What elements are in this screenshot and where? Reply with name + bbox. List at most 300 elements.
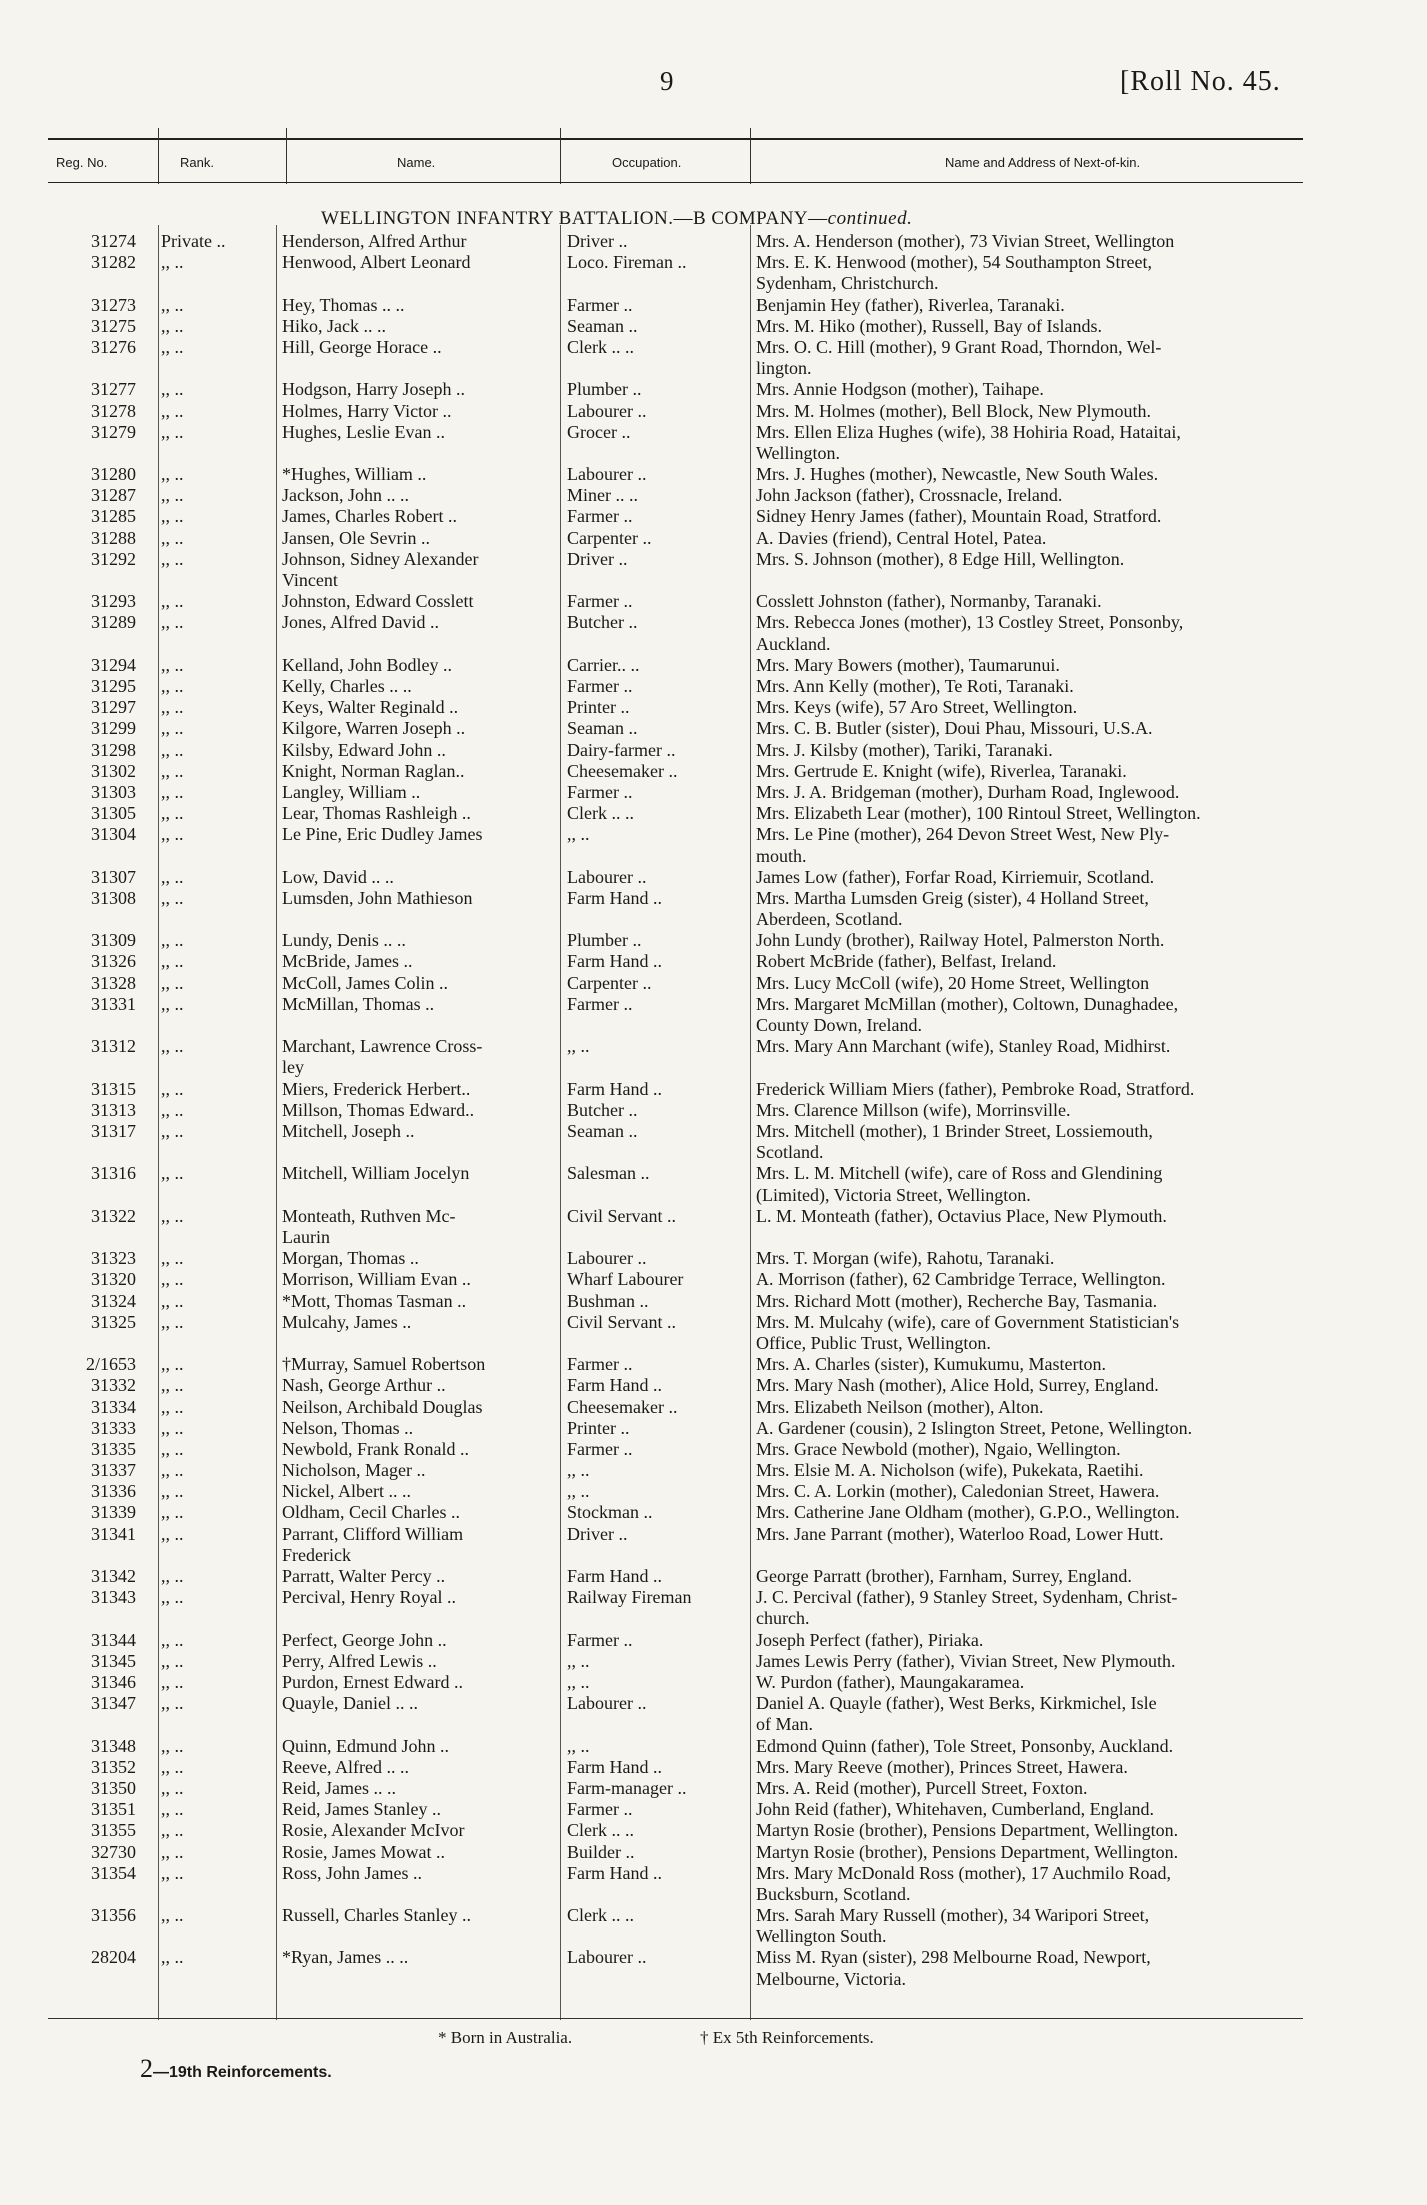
- occupation: Farmer ..: [567, 1629, 633, 1650]
- reg-number: 31317: [91, 1121, 136, 1142]
- soldier-name: Parrant, Clifford William Frederick: [282, 1523, 464, 1565]
- header-divider: [158, 128, 159, 184]
- table-row: [0, 422, 1427, 464]
- table-row: [0, 1863, 1427, 1905]
- table-row: [0, 506, 1427, 527]
- reg-number: 31344: [91, 1629, 136, 1650]
- soldier-name: Perfect, George John ..: [282, 1629, 447, 1650]
- col-header-occupation: Occupation.: [612, 155, 682, 170]
- reg-number: 31280: [91, 464, 136, 485]
- soldier-name: Henwood, Albert Leonard: [282, 252, 471, 273]
- next-of-kin: Mrs. Elsie M. A. Nicholson (wife), Pukekata, Raetihi.: [756, 1460, 1144, 1481]
- occupation: ,, ..: [567, 1460, 590, 1481]
- soldier-name: Neilson, Archibald Douglas: [282, 1396, 483, 1417]
- rank: Private ..: [161, 231, 226, 251]
- reg-number: 31355: [91, 1820, 136, 1841]
- occupation: Butcher ..: [567, 1099, 638, 1120]
- soldier-name: Newbold, Frank Ronald ..: [282, 1438, 469, 1459]
- rank: ,, ..: [161, 315, 184, 336]
- reg-number: 31336: [91, 1481, 136, 1502]
- rank: ,, ..: [161, 1947, 184, 1968]
- occupation: Farmer ..: [567, 294, 633, 315]
- rank: ,, ..: [161, 1587, 184, 1608]
- table-row: [0, 612, 1427, 654]
- signature-number: 2: [140, 2054, 153, 2083]
- table-row: [0, 231, 1427, 252]
- rank: ,, ..: [161, 612, 184, 633]
- table-row: [0, 1439, 1427, 1460]
- occupation: Farm-manager ..: [567, 1777, 687, 1798]
- next-of-kin: Mrs. M. Holmes (mother), Bell Block, New Plymouth.: [756, 400, 1151, 421]
- rank: ,, ..: [161, 1566, 184, 1587]
- reg-number: 31320: [91, 1269, 136, 1290]
- occupation: Clerk .. ..: [567, 1905, 634, 1926]
- next-of-kin: Mrs. J. Hughes (mother), Newcastle, New South Wales.: [756, 464, 1159, 485]
- soldier-name: Knight, Norman Raglan..: [282, 760, 465, 781]
- table-row: [0, 718, 1427, 739]
- reg-number: 31343: [91, 1587, 136, 1608]
- rank: ,, ..: [161, 1671, 184, 1692]
- soldier-name: Hughes, Leslie Evan ..: [282, 421, 445, 442]
- soldier-name: Reeve, Alfred .. ..: [282, 1756, 409, 1777]
- rank: ,, ..: [161, 421, 184, 442]
- next-of-kin: A. Davies (friend), Central Hotel, Patea.: [756, 527, 1047, 548]
- soldier-name: McMillan, Thomas ..: [282, 993, 435, 1014]
- rank: ,, ..: [161, 1460, 184, 1481]
- rank: ,, ..: [161, 972, 184, 993]
- rank: ,, ..: [161, 951, 184, 972]
- occupation: Wharf Labourer: [567, 1269, 684, 1290]
- table-row: [0, 1036, 1427, 1078]
- rank: ,, ..: [161, 1396, 184, 1417]
- occupation: Railway Fireman: [567, 1587, 692, 1608]
- header-divider: [750, 128, 751, 184]
- soldier-name: Rosie, Alexander McIvor: [282, 1820, 465, 1841]
- soldier-name: Quinn, Edmund John ..: [282, 1735, 450, 1756]
- occupation: Farm Hand ..: [567, 951, 662, 972]
- next-of-kin: Mrs. Ellen Eliza Hughes (wife), 38 Hohiria Road, Hataitai, Wellington.: [756, 421, 1181, 463]
- rank: ,, ..: [161, 1650, 184, 1671]
- next-of-kin: Joseph Perfect (father), Piriaka.: [756, 1629, 984, 1650]
- rank: ,, ..: [161, 993, 184, 1014]
- next-of-kin: Edmond Quinn (father), Tole Street, Ponsonby, Auckland.: [756, 1735, 1174, 1756]
- occupation: Carpenter ..: [567, 972, 652, 993]
- col-header-name: Name.: [397, 155, 436, 170]
- table-row: [0, 867, 1427, 888]
- next-of-kin: Mrs. Grace Newbold (mother), Ngaio, Wellington.: [756, 1438, 1121, 1459]
- reg-number: 31285: [91, 506, 136, 527]
- reg-number: 31346: [91, 1671, 136, 1692]
- table-row: [0, 591, 1427, 612]
- next-of-kin: Mrs. A. Reid (mother), Purcell Street, Foxton.: [756, 1777, 1088, 1798]
- rank: ,, ..: [161, 1905, 184, 1926]
- occupation: Labourer ..: [567, 400, 647, 421]
- occupation: ,, ..: [567, 1671, 590, 1692]
- next-of-kin: Mrs. Elizabeth Neilson (mother), Alton.: [756, 1396, 1044, 1417]
- next-of-kin: Benjamin Hey (father), Riverlea, Taranaki.: [756, 294, 1065, 315]
- reg-number: 31292: [91, 548, 136, 569]
- header-divider: [560, 128, 561, 184]
- soldier-name: Nicholson, Mager ..: [282, 1460, 426, 1481]
- reg-number: 31298: [91, 739, 136, 760]
- occupation: Carpenter ..: [567, 527, 652, 548]
- table-row: [0, 295, 1427, 316]
- next-of-kin: James Low (father), Forfar Road, Kirriemuir, Scotland.: [756, 866, 1155, 887]
- rank: ,, ..: [161, 824, 184, 845]
- rank: ,, ..: [161, 1820, 184, 1841]
- soldier-name: Johnson, Sidney Alexander Vincent: [282, 548, 479, 591]
- reg-number: 31335: [91, 1438, 136, 1459]
- occupation: ,, ..: [567, 1650, 590, 1671]
- soldier-name: Jackson, John .. ..: [282, 485, 409, 506]
- table-row: [0, 697, 1427, 718]
- rank: ,, ..: [161, 1205, 184, 1226]
- table-row: [0, 1312, 1427, 1354]
- rank: ,, ..: [161, 1163, 184, 1184]
- table-row: [0, 1397, 1427, 1418]
- footnote-ex: † Ex 5th Reinforcements.: [700, 2028, 874, 2047]
- reg-number: 31274: [91, 231, 136, 251]
- next-of-kin: Mrs. Lucy McColl (wife), 20 Home Street, Wellington: [756, 972, 1150, 993]
- occupation: Clerk .. ..: [567, 1820, 634, 1841]
- page-number: 9: [660, 66, 674, 96]
- rank: ,, ..: [161, 1629, 184, 1650]
- next-of-kin: Mrs. Mary Reeve (mother), Princes Street, Hawera.: [756, 1756, 1128, 1777]
- rank: ,, ..: [161, 336, 184, 357]
- next-of-kin: Mrs. Mitchell (mother), 1 Brinder Street, Lossiemouth, Scotland.: [756, 1121, 1153, 1163]
- rank: ,, ..: [161, 1417, 184, 1438]
- rank: ,, ..: [161, 527, 184, 548]
- rank: ,, ..: [161, 1121, 184, 1142]
- next-of-kin: Robert McBride (father), Belfast, Ireland.: [756, 951, 1057, 972]
- table-row: [0, 824, 1427, 866]
- rank: ,, ..: [161, 294, 184, 315]
- header-rule-top: [48, 138, 1303, 140]
- rank: ,, ..: [161, 866, 184, 887]
- reg-number: 31293: [91, 591, 136, 612]
- next-of-kin: John Jackson (father), Crossnacle, Ireland.: [756, 485, 1063, 506]
- next-of-kin: Mrs. J. Kilsby (mother), Tariki, Taranaki.: [756, 739, 1053, 760]
- occupation: Labourer ..: [567, 464, 647, 485]
- next-of-kin: Mrs. M. Hiko (mother), Russell, Bay of Islands.: [756, 315, 1102, 336]
- occupation: Civil Servant ..: [567, 1205, 676, 1226]
- table-row: [0, 1757, 1427, 1778]
- occupation: Driver ..: [567, 231, 628, 251]
- reg-number: 31342: [91, 1566, 136, 1587]
- next-of-kin: J. C. Percival (father), 9 Stanley Street, Sydenham, Christ- church.: [756, 1587, 1178, 1629]
- table-row: [0, 485, 1427, 506]
- rank: ,, ..: [161, 1862, 184, 1883]
- table-row: [0, 951, 1427, 972]
- reg-number: 31295: [91, 676, 136, 697]
- reg-number: 31307: [91, 866, 136, 887]
- next-of-kin: Mrs. O. C. Hill (mother), 9 Grant Road, Thorndon, Wel- lington.: [756, 336, 1162, 379]
- reg-number: 31313: [91, 1099, 136, 1120]
- occupation: Farm Hand ..: [567, 1078, 662, 1099]
- table-row: [0, 1206, 1427, 1248]
- soldier-name: Lundy, Denis .. ..: [282, 930, 406, 951]
- soldier-name: †Murray, Samuel Robertson: [282, 1354, 486, 1375]
- soldier-name: Nelson, Thomas ..: [282, 1417, 414, 1438]
- rank: ,, ..: [161, 252, 184, 273]
- rank: ,, ..: [161, 1375, 184, 1396]
- reg-number: 31331: [91, 993, 136, 1014]
- reg-number: 31278: [91, 400, 136, 421]
- soldier-name: Russell, Charles Stanley ..: [282, 1905, 471, 1926]
- soldier-name: Holmes, Harry Victor ..: [282, 400, 452, 421]
- next-of-kin: John Reid (father), Whitehaven, Cumberland, England.: [756, 1799, 1155, 1820]
- next-of-kin: Mrs. Annie Hodgson (mother), Taihape.: [756, 379, 1044, 400]
- rank: ,, ..: [161, 1311, 184, 1332]
- reg-number: 31289: [91, 612, 136, 633]
- reg-number: 31309: [91, 930, 136, 951]
- table-row: [0, 676, 1427, 697]
- occupation: Plumber ..: [567, 379, 642, 400]
- soldier-name: Mitchell, Joseph ..: [282, 1121, 415, 1142]
- reg-number: 31322: [91, 1205, 136, 1226]
- soldier-name: Keys, Walter Reginald ..: [282, 697, 459, 718]
- signature-text: —19th Reinforcements.: [153, 2064, 332, 2081]
- next-of-kin: Mrs. Ann Kelly (mother), Te Roti, Taranaki.: [756, 676, 1074, 697]
- next-of-kin: Mrs. Sarah Mary Russell (mother), 34 Waripori Street, Wellington South.: [756, 1905, 1150, 1947]
- table-row: [0, 1672, 1427, 1693]
- table-row: [0, 930, 1427, 951]
- next-of-kin: A. Morrison (father), 62 Cambridge Terrace, Wellington.: [756, 1269, 1166, 1290]
- soldier-name: *Ryan, James .. ..: [282, 1947, 409, 1968]
- next-of-kin: Mrs. Richard Mott (mother), Recherche Bay, Tasmania.: [756, 1290, 1158, 1311]
- soldier-name: Nash, George Arthur ..: [282, 1375, 446, 1396]
- next-of-kin: A. Gardener (cousin), 2 Islington Street, Petone, Wellington.: [756, 1417, 1193, 1438]
- rank: ,, ..: [161, 718, 184, 739]
- next-of-kin: Mrs. S. Johnson (mother), 8 Edge Hill, Wellington.: [756, 548, 1125, 569]
- footer-rule: [48, 2018, 1303, 2019]
- rank: ,, ..: [161, 739, 184, 760]
- table-row: [0, 1842, 1427, 1863]
- reg-number: 31323: [91, 1248, 136, 1269]
- next-of-kin: Mrs. Jane Parrant (mother), Waterloo Road, Lower Hutt.: [756, 1523, 1164, 1544]
- reg-number: 31348: [91, 1735, 136, 1756]
- rank: ,, ..: [161, 1502, 184, 1523]
- soldier-name: Lear, Thomas Rashleigh ..: [282, 803, 471, 824]
- rank: ,, ..: [161, 1799, 184, 1820]
- rank: ,, ..: [161, 1756, 184, 1777]
- reg-number: 31273: [91, 294, 136, 315]
- reg-number: 31326: [91, 951, 136, 972]
- occupation: Farmer ..: [567, 1354, 633, 1375]
- reg-number: 31305: [91, 803, 136, 824]
- next-of-kin: Mrs. Elizabeth Lear (mother), 100 Rintoul Street, Wellington.: [756, 803, 1201, 824]
- occupation: Civil Servant ..: [567, 1311, 676, 1332]
- next-of-kin: Mrs. Margaret McMillan (mother), Coltown, Dunaghadee, County Down, Ireland.: [756, 993, 1179, 1036]
- next-of-kin: Mrs. C. B. Butler (sister), Doui Phau, Missouri, U.S.A.: [756, 718, 1153, 739]
- rank: ,, ..: [161, 400, 184, 421]
- soldier-name: Millson, Thomas Edward..: [282, 1099, 475, 1120]
- rank: ,, ..: [161, 1693, 184, 1714]
- occupation: Miner .. ..: [567, 485, 638, 506]
- rank: ,, ..: [161, 379, 184, 400]
- soldier-name: Hiko, Jack .. ..: [282, 315, 386, 336]
- next-of-kin: Mrs. Keys (wife), 57 Aro Street, Wellington.: [756, 697, 1078, 718]
- rank: ,, ..: [161, 1248, 184, 1269]
- next-of-kin: Mrs. Martha Lumsden Greig (sister), 4 Holland Street, Aberdeen, Scotland.: [756, 887, 1149, 930]
- table-row: [0, 337, 1427, 379]
- occupation: Seaman ..: [567, 718, 638, 739]
- reg-number: 31341: [91, 1523, 136, 1544]
- roll-number: [Roll No. 45.: [1120, 66, 1281, 97]
- col-header-rank: Rank.: [180, 155, 214, 170]
- occupation: ,, ..: [567, 1036, 590, 1057]
- occupation: ,, ..: [567, 1481, 590, 1502]
- table-row: [0, 1121, 1427, 1163]
- next-of-kin: Cosslett Johnston (father), Normanby, Taranaki.: [756, 591, 1102, 612]
- reg-number: 31324: [91, 1290, 136, 1311]
- reg-number: 31275: [91, 315, 136, 336]
- next-of-kin: Mrs. L. M. Mitchell (wife), care of Ross and Glendining (Limited), Victoria Street, Wellington.: [756, 1163, 1163, 1205]
- next-of-kin: Mrs. Le Pine (mother), 264 Devon Street West, New Ply- mouth.: [756, 824, 1170, 866]
- table-row: [0, 1736, 1427, 1757]
- next-of-kin: L. M. Monteath (father), Octavius Place, New Plymouth.: [756, 1205, 1167, 1226]
- occupation: Clerk .. ..: [567, 803, 634, 824]
- soldier-name: Le Pine, Eric Dudley James: [282, 824, 483, 845]
- reg-number: 31332: [91, 1375, 136, 1396]
- table-row: [0, 401, 1427, 422]
- reg-number: 31297: [91, 697, 136, 718]
- occupation: Printer ..: [567, 1417, 630, 1438]
- occupation: Dairy-farmer ..: [567, 739, 676, 760]
- occupation: Farmer ..: [567, 781, 633, 802]
- soldier-name: Hey, Thomas .. ..: [282, 294, 405, 315]
- table-row: [0, 994, 1427, 1036]
- rank: ,, ..: [161, 760, 184, 781]
- soldier-name: McBride, James ..: [282, 951, 413, 972]
- next-of-kin: Daniel A. Quayle (father), West Berks, Kirkmichel, Isle of Man.: [756, 1693, 1157, 1735]
- table-row: [0, 252, 1427, 294]
- reg-number: 31288: [91, 527, 136, 548]
- next-of-kin: Martyn Rosie (brother), Pensions Department, Wellington.: [756, 1820, 1179, 1841]
- reg-number: 31279: [91, 421, 136, 442]
- occupation: Clerk .. ..: [567, 336, 634, 357]
- soldier-name: Kilsby, Edward John ..: [282, 739, 446, 760]
- soldier-name: Kelland, John Bodley ..: [282, 654, 452, 675]
- table-row: [0, 1418, 1427, 1439]
- next-of-kin: Mrs. Mary Bowers (mother), Taumarunui.: [756, 654, 1060, 675]
- table-row: [0, 1291, 1427, 1312]
- reg-number: 31315: [91, 1078, 136, 1099]
- section-continued: continued.: [827, 208, 913, 229]
- next-of-kin: Martyn Rosie (brother), Pensions Department, Wellington.: [756, 1841, 1179, 1862]
- table-row: [0, 1354, 1427, 1375]
- table-row: [0, 740, 1427, 761]
- next-of-kin: Mrs. Mary McDonald Ross (mother), 17 Auchmilo Road, Bucksburn, Scotland.: [756, 1862, 1171, 1904]
- reg-number: 31347: [91, 1693, 136, 1714]
- rank: ,, ..: [161, 1841, 184, 1862]
- next-of-kin: Miss M. Ryan (sister), 298 Melbourne Road, Newport, Melbourne, Victoria.: [756, 1947, 1151, 1989]
- next-of-kin: Mrs. A. Henderson (mother), 73 Vivian Street, Wellington: [756, 231, 1175, 251]
- soldier-name: Parratt, Walter Percy ..: [282, 1566, 446, 1587]
- table-row: [0, 1524, 1427, 1566]
- rank: ,, ..: [161, 803, 184, 824]
- table-row: [0, 803, 1427, 824]
- next-of-kin: Mrs. E. K. Henwood (mother), 54 Southampton Street, Sydenham, Christchurch.: [756, 252, 1152, 294]
- soldier-name: Morrison, William Evan ..: [282, 1269, 471, 1290]
- soldier-name: Henderson, Alfred Arthur: [282, 231, 467, 251]
- next-of-kin: Mrs. T. Morgan (wife), Rahotu, Taranaki.: [756, 1248, 1055, 1269]
- occupation: Printer ..: [567, 697, 630, 718]
- reg-number: 32730: [91, 1841, 136, 1862]
- col-header-kin: Name and Address of Next-of-kin.: [945, 155, 1141, 170]
- table-row: [0, 1651, 1427, 1672]
- table-row: [0, 1905, 1427, 1947]
- occupation: Farmer ..: [567, 1799, 633, 1820]
- soldier-name: Rosie, James Mowat ..: [282, 1841, 445, 1862]
- soldier-name: Quayle, Daniel .. ..: [282, 1693, 418, 1714]
- occupation: Stockman ..: [567, 1502, 653, 1523]
- next-of-kin: Frederick William Miers (father), Pembroke Road, Stratford.: [756, 1078, 1195, 1099]
- occupation: Seaman ..: [567, 1121, 638, 1142]
- footnote-born: * Born in Australia.: [438, 2028, 573, 2047]
- reg-number: 31276: [91, 336, 136, 357]
- table-row: [0, 464, 1427, 485]
- reg-number: 31294: [91, 654, 136, 675]
- soldier-name: Lumsden, John Mathieson: [282, 887, 473, 908]
- rank: ,, ..: [161, 464, 184, 485]
- next-of-kin: Mrs. Mary Nash (mother), Alice Hold, Surrey, England.: [756, 1375, 1159, 1396]
- reg-number: 31277: [91, 379, 136, 400]
- col-header-reg: Reg. No.: [56, 155, 108, 170]
- table-row: [0, 761, 1427, 782]
- rank: ,, ..: [161, 1269, 184, 1290]
- occupation: ,, ..: [567, 1735, 590, 1756]
- reg-number: 31334: [91, 1396, 136, 1417]
- reg-number: 31312: [91, 1036, 136, 1057]
- table-row: [0, 1820, 1427, 1841]
- next-of-kin: James Lewis Perry (father), Vivian Street, New Plymouth.: [756, 1650, 1176, 1671]
- next-of-kin: John Lundy (brother), Railway Hotel, Palmerston North.: [756, 930, 1165, 951]
- occupation: Farmer ..: [567, 506, 633, 527]
- occupation: Farmer ..: [567, 676, 633, 697]
- next-of-kin: Mrs. A. Charles (sister), Kumukumu, Masterton.: [756, 1354, 1106, 1375]
- reg-number: 31351: [91, 1799, 136, 1820]
- soldier-name: Jansen, Ole Sevrin ..: [282, 527, 430, 548]
- soldier-name: Purdon, Ernest Edward ..: [282, 1671, 463, 1692]
- next-of-kin: Sidney Henry James (father), Mountain Road, Stratford.: [756, 506, 1162, 527]
- occupation: Grocer ..: [567, 421, 631, 442]
- reg-number: 31352: [91, 1756, 136, 1777]
- next-of-kin: Mrs. Rebecca Jones (mother), 13 Costley Street, Ponsonby, Auckland.: [756, 612, 1184, 654]
- reg-number: 31356: [91, 1905, 136, 1926]
- table-row: [0, 1375, 1427, 1396]
- rank: ,, ..: [161, 887, 184, 908]
- soldier-name: Hill, George Horace ..: [282, 336, 442, 357]
- next-of-kin: W. Purdon (father), Maungakaramea.: [756, 1671, 1025, 1692]
- table-row: [0, 1481, 1427, 1502]
- reg-number: 31302: [91, 760, 136, 781]
- table-row: [0, 1799, 1427, 1820]
- section-title: [321, 208, 912, 230]
- rank: ,, ..: [161, 1078, 184, 1099]
- table-row: [0, 1502, 1427, 1523]
- reg-number: 31350: [91, 1777, 136, 1798]
- occupation: Farmer ..: [567, 1438, 633, 1459]
- rank: ,, ..: [161, 676, 184, 697]
- occupation: Farm Hand ..: [567, 1375, 662, 1396]
- reg-number: 28204: [91, 1947, 136, 1968]
- reg-number: 31303: [91, 781, 136, 802]
- occupation: Seaman ..: [567, 315, 638, 336]
- occupation: Carrier.. ..: [567, 654, 640, 675]
- table-row: [0, 1460, 1427, 1481]
- table-row: [0, 549, 1427, 591]
